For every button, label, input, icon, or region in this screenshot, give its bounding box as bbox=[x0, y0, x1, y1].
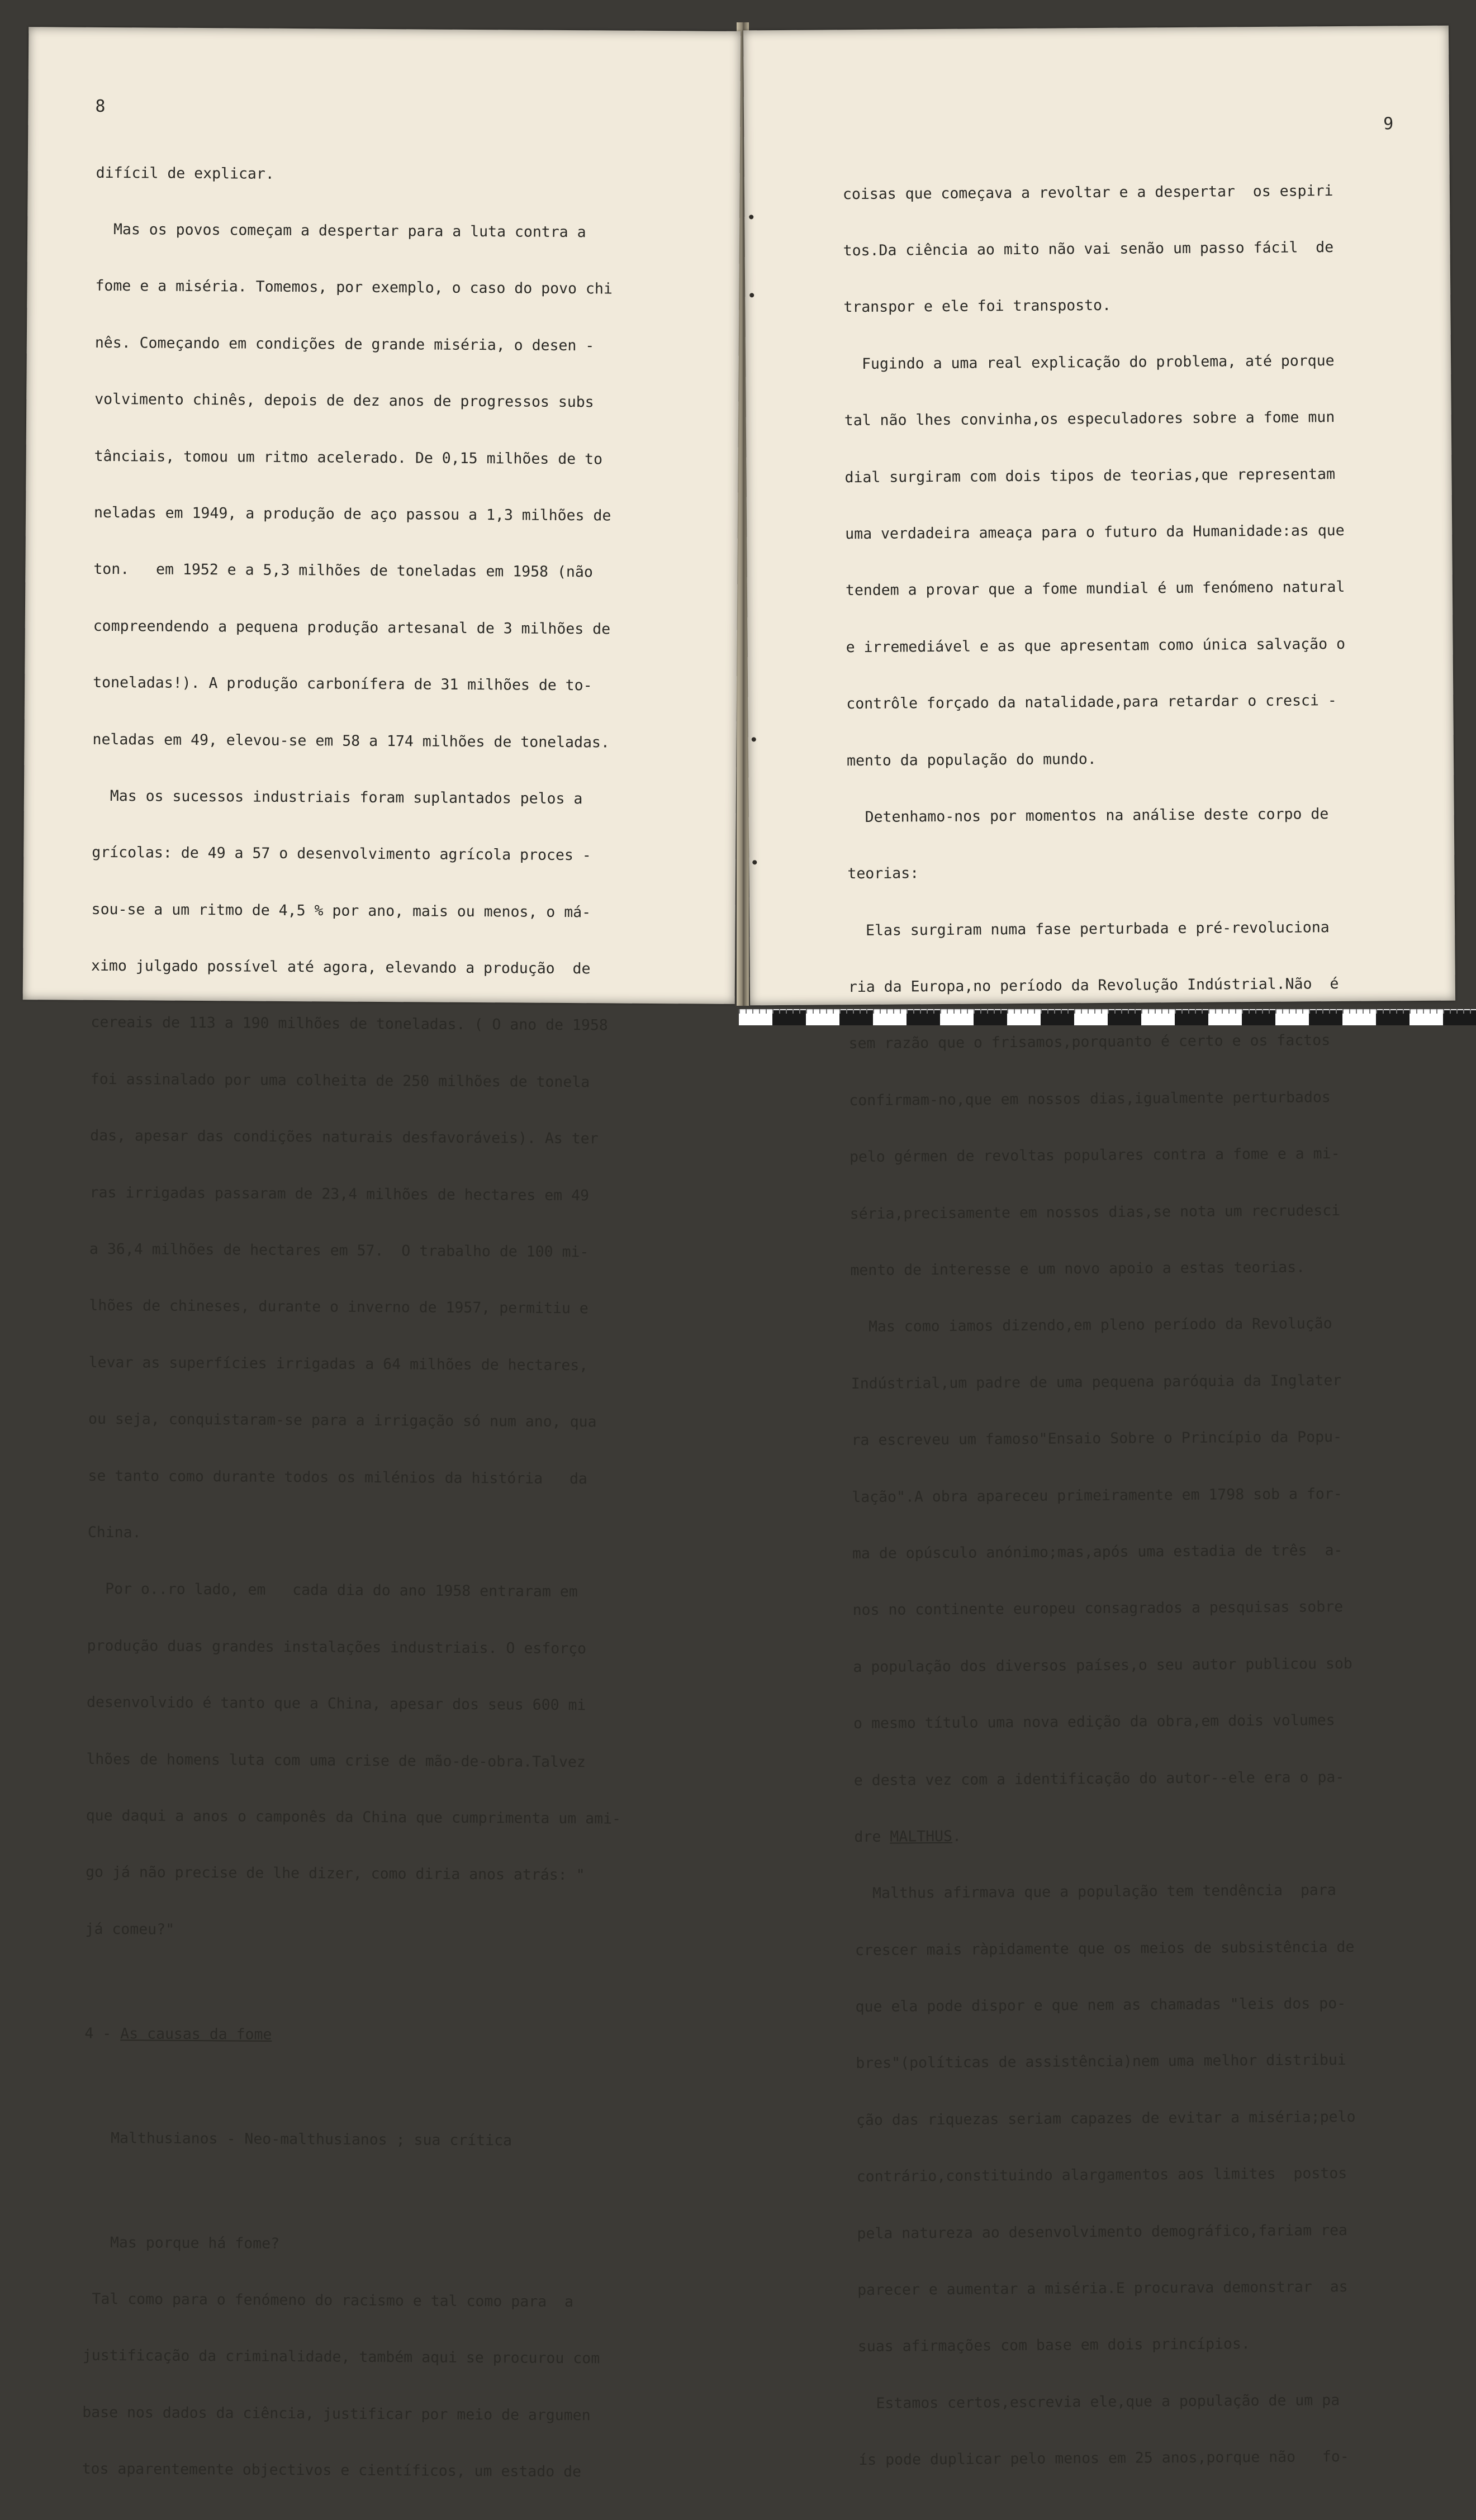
left-page-text bbox=[82, 126, 631, 2519]
spacer bbox=[85, 1976, 620, 1990]
text-line: ou seja, conquistaram-se para a irrigação só num ano, qua bbox=[88, 1410, 597, 1431]
text-line: justificação da criminalidade, também aqui se procurou com bbox=[82, 2347, 600, 2367]
text-line: tânciais, tomou um ritmo acelerado. De 0,15 milhões de to bbox=[94, 447, 603, 468]
text-line: sem razão que o frisamos,porquanto é certo e os factos bbox=[848, 1031, 1331, 1053]
text-line: tos.Da ciência ao mito não vai senão um passo fácil de bbox=[843, 239, 1334, 260]
text-line: base nos dados da ciência, justificar por meio de argumen bbox=[82, 2403, 591, 2424]
text-line: séria,precisamente em nossos dias,se nota um recrudesci bbox=[849, 1201, 1341, 1223]
page-number: 9 bbox=[1383, 114, 1394, 134]
text-line: Indústrial,um padre de uma pequena paróquia da Inglater bbox=[851, 1371, 1342, 1392]
text-line: teorias: bbox=[847, 864, 919, 883]
text-line: go já não precise de lhe dizer, como diria anos atrás: " bbox=[86, 1863, 585, 1884]
text-line: ção das riquezas seriam capazes de evitar a miséria;pelo bbox=[856, 2108, 1356, 2129]
name-prefix: dre bbox=[854, 1828, 890, 1846]
right-page-text bbox=[842, 144, 1358, 2508]
text-line: lação".A obra apareceu primeiramente em 1798 sob a for- bbox=[852, 1485, 1342, 1506]
text-line: mento da população do mundo. bbox=[846, 750, 1097, 769]
section-heading bbox=[84, 2024, 619, 2046]
text-line: levar as superfícies irrigadas a 64 milhões de hectares, bbox=[88, 1353, 588, 1375]
text-line: Por o..ro lado, em cada dia do ano 1958 entraram em bbox=[87, 1580, 578, 1601]
text-line: ton. em 1952 e a 5,3 milhões de toneladas em 1958 (não bbox=[93, 560, 593, 581]
text-line: tal não lhes convinha,os especuladores sobre a fome mun bbox=[844, 408, 1335, 430]
text-line: nês. Começando em condições de grande miséria, o desen - bbox=[94, 334, 595, 355]
spacer bbox=[84, 2185, 619, 2199]
text-line: Fugindo a uma real explicação do problema, até porque bbox=[843, 351, 1335, 373]
text-line: bres"(políticas de assistência)nem uma melhor distribui bbox=[856, 2051, 1346, 2072]
binding-hole bbox=[749, 215, 753, 219]
malthus-line bbox=[854, 1824, 1354, 1847]
text-line: produção duas grandes instalações industriais. O esforço bbox=[87, 1637, 587, 1658]
text-line: uma verdadeira ameaça para o futuro da Humanidade:as que bbox=[845, 521, 1345, 543]
binding-hole bbox=[752, 737, 756, 741]
section-question: Mas porque há fome? bbox=[83, 2233, 280, 2252]
text-line: que ela pode dispor e que nem as chamadas "leis dos po- bbox=[855, 1995, 1346, 2016]
text-line: ras irrigadas passaram de 23,4 milhões de hectares em 49 bbox=[89, 1183, 590, 1204]
author-name: MALTHUS bbox=[890, 1827, 953, 1846]
text-line: Mas como iamos dizendo,em pleno período da Revolução bbox=[851, 1315, 1332, 1336]
text-line: ria da Europa,no período da Revolução Indústrial.Não é bbox=[848, 975, 1339, 996]
text-line: volvimento chinês, depois de dez anos de progressos subs bbox=[94, 391, 594, 411]
text-line: pelo gérmen de revoltas populares contra a fome e a mi- bbox=[849, 1145, 1340, 1166]
section-number: 4 - bbox=[84, 2024, 121, 2042]
text-line: lhões de chineses, durante o inverno de 1957, permitiu e bbox=[89, 1297, 588, 1318]
text-line: neladas em 49, elevou-se em 58 a 174 milhões de toneladas. bbox=[92, 730, 610, 751]
text-line: Tal como para o fenómeno do racismo e tal como para a bbox=[83, 2290, 574, 2311]
text-line: e irremediável e as que apresentam como única salvação o bbox=[846, 635, 1346, 656]
name-suffix: . bbox=[952, 1827, 962, 1845]
text-line: contrôle forçado da natalidade,para retardar o cresci - bbox=[846, 692, 1337, 713]
text-line: neladas em 1949, a produção de aço passou a 1,3 milhões de bbox=[93, 503, 611, 525]
text-line: ma de opúsculo anónimo;mas,após uma estadia de três a- bbox=[852, 1541, 1343, 1563]
text-line: compreendendo a pequena produção artesanal de 3 milhões de bbox=[93, 617, 611, 638]
text-line: Mas os povos começam a despertar para a luta contra a bbox=[96, 220, 586, 241]
scale-ruler-ticks bbox=[739, 1009, 1476, 1014]
text-line: cereais de 113 a 190 milhões de toneladas. ( O ano de 1958 bbox=[91, 1014, 608, 1034]
text-line: que daqui a anos o camponês da China que cumprimenta um ami- bbox=[86, 1806, 621, 1828]
text-line: transpor e ele foi transposto. bbox=[843, 297, 1112, 316]
text-line: sou-se a um ritmo de 4,5 % por ano, mais ou menos, o má- bbox=[91, 900, 591, 921]
text-line: ís pode duplicar pelo menos em 25 anos,porque não fo- bbox=[858, 2448, 1349, 2469]
text-line: já comeu?" bbox=[85, 1920, 175, 1938]
text-line: confirmam-no,que em nossos dias,igualmente perturbados bbox=[849, 1088, 1331, 1109]
text-line: crescer mais ràpidamente que os meios de subsistência de bbox=[855, 1938, 1355, 1959]
binding-hole bbox=[752, 860, 757, 864]
text-line: o mesmo título uma nova edição da obra,em dois volumes bbox=[853, 1711, 1335, 1733]
text-line: Estamos certos,escrevia ele,que a população de um pa bbox=[858, 2391, 1340, 2412]
text-line: Detenhamo-nos por momentos na análise deste corpo de bbox=[847, 805, 1329, 826]
text-line: Malthus afirmava que a população tem tendência para bbox=[855, 1881, 1336, 1903]
text-line: tendem a provar que a fome mundial é um fenómeno natural bbox=[845, 578, 1345, 600]
text-line: e desta vez com a identificação do autor--ele era o pa- bbox=[853, 1768, 1345, 1789]
text-line: foi assinalado por uma colheita de 250 milhões de tonela bbox=[90, 1070, 590, 1091]
text-line: Mas os sucessos industriais foram suplantados pelos a bbox=[92, 787, 583, 808]
text-line: grícolas: de 49 a 57 o desenvolvimento agrícola proces - bbox=[92, 844, 591, 864]
right-page bbox=[743, 26, 1455, 2469]
text-line: coisas que começava a revoltar e a despertar os espiri bbox=[842, 182, 1333, 203]
text-line: a 36,4 milhões de hectares em 57. O trabalho de 100 mi- bbox=[89, 1240, 589, 1261]
text-line: fome e a miséria. Tomemos, por exemplo, o caso do povo chi bbox=[95, 277, 613, 298]
text-line: das, apesar das condições naturais desfavoráveis). As ter bbox=[90, 1127, 599, 1148]
text-line: toneladas!). A produção carbonífera de 31 milhões de to- bbox=[93, 673, 592, 695]
binding-hole bbox=[749, 293, 754, 297]
text-line: suas afirmações com base em dois princípios. bbox=[857, 2335, 1250, 2356]
section-title: As causas da fome bbox=[120, 2024, 272, 2043]
text-line: contrário,constituindo alargamentos aos limites postos bbox=[856, 2165, 1347, 2186]
text-line: dial surgiram com dois tipos de teorias,que representam bbox=[844, 465, 1336, 486]
spacer bbox=[84, 2081, 619, 2094]
page-number: 8 bbox=[95, 96, 106, 116]
left-page bbox=[23, 27, 741, 2481]
text-line: lhões de homens luta com uma crise de mão-de-obra.Talvez bbox=[86, 1750, 586, 1771]
text-line: pela natureza ao desenvolvimento demográfico,fariam rea bbox=[857, 2221, 1348, 2242]
text-line: Elas surgiram numa fase perturbada e pré-revoluciona bbox=[848, 918, 1330, 939]
text-line: ra escreveu um famoso"Ensaio Sobre o Princípio da Popu- bbox=[851, 1428, 1342, 1449]
text-line: desenvolvido é tanto que a China, apesar dos seus 600 mi bbox=[86, 1693, 586, 1714]
text-line: mento de interesse e um novo apoio a estas teorias. bbox=[850, 1258, 1306, 1280]
text-line: a população dos diversos países,o seu autor publicou sob bbox=[853, 1654, 1352, 1676]
text-line: se tanto como durante todos os milénios da história da bbox=[88, 1467, 588, 1487]
section-subheading: Malthusianos - Neo-malthusianos ; sua crítica bbox=[84, 2129, 512, 2150]
text-line: China. bbox=[87, 1523, 141, 1542]
text-line: tos aparentemente objectivos e científicos, um estado de bbox=[82, 2460, 582, 2481]
text-line: nos no continente europeu consagrados a pesquisas sobre bbox=[852, 1598, 1344, 1619]
text-line: ximo julgado possível até agora, elevando a produção de bbox=[91, 957, 591, 978]
text-line: difícil de explicar. bbox=[96, 164, 274, 183]
text-line: parecer e aumentar a miséria.E procurava demonstrar as bbox=[857, 2278, 1348, 2299]
